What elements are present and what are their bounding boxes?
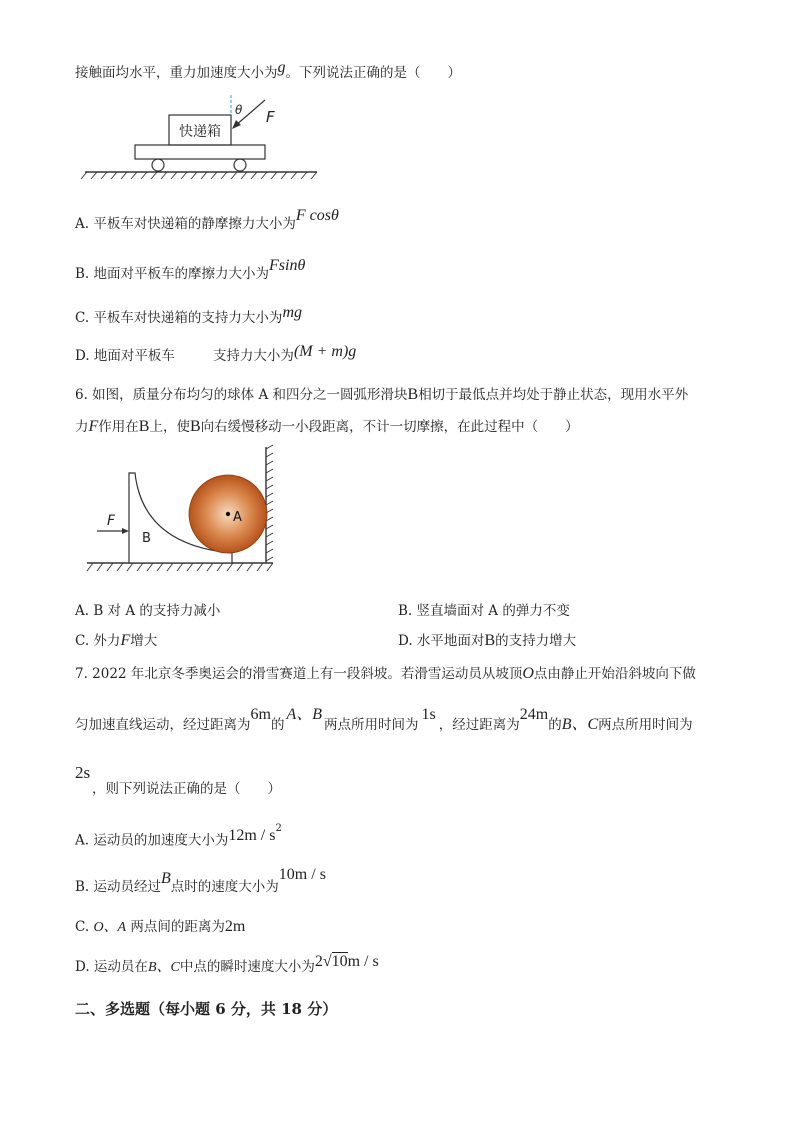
fig5-box-label: 快递箱 bbox=[179, 124, 221, 140]
fig5-theta: θ bbox=[235, 103, 243, 117]
q7-option-b-pre: B. 运动员经过 bbox=[75, 879, 162, 895]
q7-option-b bbox=[75, 866, 326, 896]
q6-option-c-post: 增大 bbox=[130, 633, 158, 649]
q6-var-b-3: B bbox=[189, 418, 201, 435]
q5-option-c bbox=[75, 304, 302, 327]
q7-option-b-math: 10m / s bbox=[278, 866, 326, 883]
q6-text-2d: 向右缓慢移动一小段距离，不计一切摩擦，在此过程中（ ） bbox=[200, 419, 579, 435]
q7-time-1: 1s bbox=[421, 706, 436, 723]
q7-option-c-var: O、A bbox=[93, 920, 127, 935]
fig6-ground-hatch bbox=[87, 563, 273, 571]
q7-option-d-radicand: 10 bbox=[331, 953, 348, 970]
q6-line-2 bbox=[75, 418, 579, 436]
q6-var-b-2: B bbox=[138, 418, 150, 435]
q7-distance-2: 24m bbox=[519, 706, 549, 723]
q7-text-1-pre: 7. 2022 年北京冬季奥运会的滑雪赛道上有一段斜坡。若滑雪运动员从坡顶 bbox=[75, 666, 523, 682]
fig5-cart-board bbox=[135, 145, 265, 159]
q7-text-1-post: 点由静止开始沿斜坡向下做 bbox=[533, 666, 696, 682]
q7-option-c-math: 2m bbox=[224, 918, 246, 935]
q6-text-1: 6. 如图，质量分布均匀的球体 A 和四分之一圆弧形滑块 bbox=[75, 387, 408, 403]
q6-option-d-pre: D. 水平地面对 bbox=[398, 633, 485, 649]
q7-distance-1: 6m bbox=[250, 706, 271, 723]
q7-option-d-mid: 中点的瞬时速度大小为 bbox=[179, 959, 315, 975]
fig6-wall-hatch bbox=[266, 445, 273, 561]
intro-line bbox=[75, 59, 461, 82]
q5-option-d-label: D. 地面对平板车 bbox=[75, 348, 175, 364]
q7-points-ab: A、B bbox=[286, 706, 323, 723]
q6-option-d-post: 的支持力增大 bbox=[495, 633, 577, 649]
q6-text-2c: 上，使 bbox=[149, 419, 190, 435]
q7-var-o: O bbox=[522, 665, 534, 682]
q5-option-a-label: A. 平板车对快递箱的静摩擦力大小为 bbox=[75, 216, 296, 232]
q7-text-2d: ，经过距离为 bbox=[438, 717, 520, 733]
q6-text-2b: 作用在 bbox=[98, 419, 139, 435]
fig6-ball-label: A bbox=[233, 510, 242, 525]
q5-option-d-label2: 支持力大小为 bbox=[212, 348, 294, 364]
fig6-ball-slider-diagram bbox=[87, 445, 287, 575]
q6-var-b: B bbox=[407, 386, 419, 403]
q5-option-d-math: (M + m)g bbox=[293, 343, 357, 360]
q7-option-d-pre: D. 运动员在 bbox=[75, 959, 148, 975]
q6-text-1b: 相切于最低点并均处于静止状态，现用水平外 bbox=[418, 387, 689, 403]
q6-var-f: F bbox=[88, 418, 99, 435]
q5-option-c-math: mg bbox=[282, 304, 302, 321]
q7-option-d-unit: m / s bbox=[347, 953, 379, 970]
q6-option-d bbox=[398, 632, 576, 650]
q5-option-a bbox=[75, 207, 339, 233]
q6-option-b: B. 竖直墙面对 A 的弹力不变 bbox=[398, 603, 570, 619]
section-2-heading: 二、多选题（每小题 6 分，共 18 分） bbox=[75, 1000, 338, 1018]
q7-option-a-sup: 2 bbox=[275, 823, 282, 834]
q7-text-2f: 两点所用时间为 bbox=[598, 717, 693, 733]
fig5-cart-diagram bbox=[85, 95, 325, 185]
fig5-wheel-left bbox=[152, 159, 164, 171]
fig5-ground-hatch bbox=[81, 172, 317, 179]
q7-text-2e: 的 bbox=[548, 717, 562, 733]
q7-option-b-var: B bbox=[161, 870, 171, 887]
q5-option-d bbox=[75, 343, 357, 365]
q7-time-2: 2s bbox=[75, 763, 91, 782]
fig6-force-label: F bbox=[107, 513, 116, 529]
q7-option-a-pre: A. 运动员的加速度大小为 bbox=[75, 832, 229, 849]
q7-text-2b: 的 bbox=[270, 717, 285, 733]
q5-option-b-math: Fsinθ bbox=[269, 257, 306, 274]
q6-option-a: A. B 对 A 的支持力减小 bbox=[75, 603, 221, 619]
q7-line-3: ，则下列说法正确的是（ ） bbox=[92, 781, 281, 797]
q6-line-1 bbox=[75, 386, 688, 404]
fig6-force-arrowhead bbox=[122, 528, 129, 534]
q7-option-c-mid: 两点间的距离为 bbox=[126, 919, 225, 935]
q6-option-d-var: B bbox=[484, 632, 496, 649]
q6-option-c-var: F bbox=[120, 632, 131, 649]
fig6-block-label: B bbox=[142, 531, 151, 546]
q5-option-c-label: C. 平板车对快递箱的支持力大小为 bbox=[75, 310, 283, 326]
q7-option-c-pre: C. bbox=[75, 919, 94, 935]
q7-text-2a: 匀加速直线运动，经过距离为 bbox=[75, 717, 251, 733]
q7-option-d-var: B、C bbox=[147, 960, 180, 975]
q7-option-a bbox=[75, 823, 282, 850]
q5-option-a-math: F cosθ bbox=[295, 207, 339, 224]
fig5-force-label: F bbox=[266, 108, 275, 126]
q6-text-2a: 力 bbox=[75, 419, 89, 435]
q7-text-2c: 两点所用时间为 bbox=[324, 717, 419, 733]
q6-option-c bbox=[75, 632, 157, 650]
intro-text-after: 。下列说法正确的是（ ） bbox=[285, 65, 461, 81]
q7-option-d: D. 运动员在B、C中点的瞬时速度大小为2√10m / s bbox=[75, 953, 379, 975]
intro-text: 接触面均水平，重力加速度大小为 bbox=[75, 65, 278, 81]
q5-option-b-label: B. 地面对平板车的摩擦力大小为 bbox=[75, 266, 270, 282]
q7-line-1 bbox=[75, 665, 696, 683]
q7-option-d-coef: 2 bbox=[314, 953, 323, 970]
q7-option-a-math: 12m / s bbox=[228, 826, 276, 844]
q5-option-b bbox=[75, 257, 306, 283]
q7-option-c bbox=[75, 918, 245, 937]
q6-option-c-pre: C. 外力 bbox=[75, 633, 121, 649]
fig5-wheel-right bbox=[234, 159, 246, 171]
q7-option-b-mid: 点时的速度大小为 bbox=[170, 879, 279, 895]
fig6-ball-center bbox=[226, 512, 230, 516]
intro-g: g bbox=[277, 59, 286, 76]
q7-line-2 bbox=[75, 706, 693, 734]
q7-points-bc: B、C bbox=[561, 716, 599, 733]
